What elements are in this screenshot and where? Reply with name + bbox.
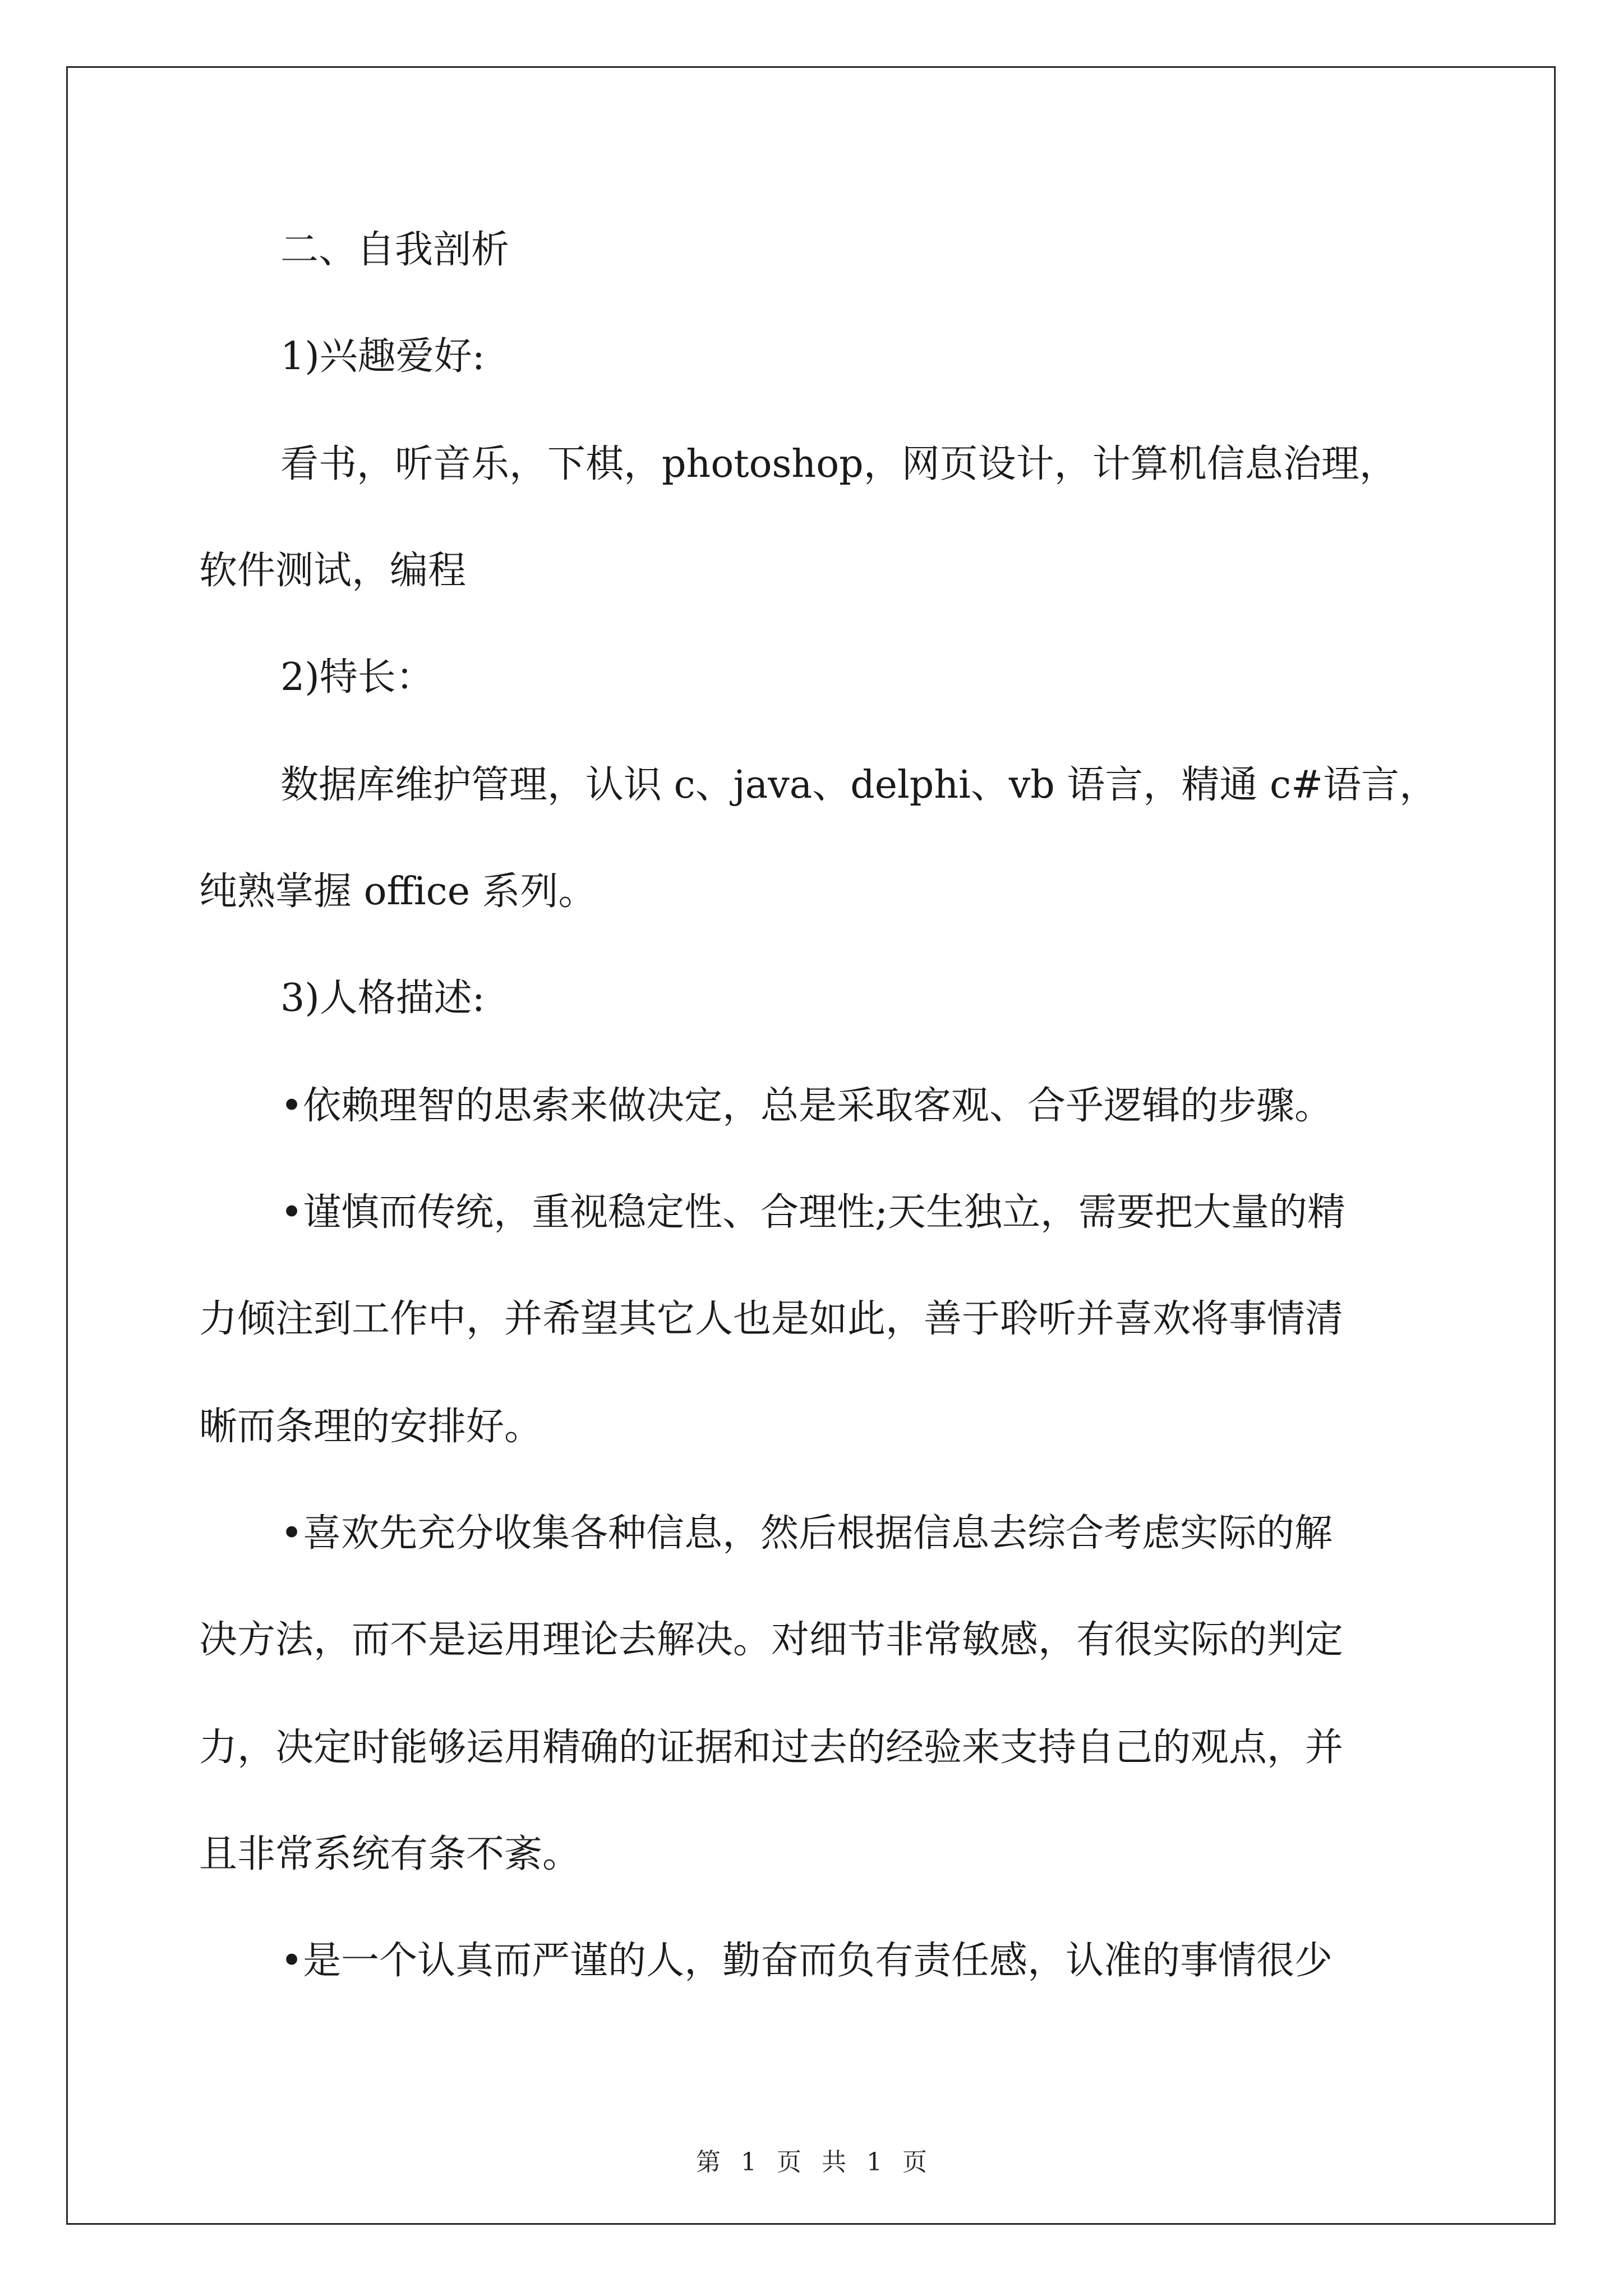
bullet-line: •是一个认真而严谨的人，勤奋而负有责任感，认准的事情很少 <box>280 1939 1333 1983</box>
section-heading: 二、自我剖析 <box>280 228 510 272</box>
bullet-line: •谨慎而传统，重视稳定性、合理性;天生独立，需要把大量的精 <box>280 1190 1346 1235</box>
bullet-line: •喜欢先充分收集各种信息，然后根据信息去综合考虑实际的解 <box>280 1511 1333 1556</box>
paragraph-line: 纯熟掌握 office 系列。 <box>199 869 597 914</box>
paragraph-line: 数据库维护管理，认识 c、java、delphi、vb 语言，精通 c#语言， <box>280 763 1438 807</box>
paragraph-line: 力，决定时能够运用精确的证据和过去的经验来支持自己的观点，并 <box>199 1726 1344 1770</box>
subheading-personality: 3)人格描述: <box>280 976 485 1020</box>
paragraph-line: 晰而条理的安排好。 <box>199 1405 543 1449</box>
page-border <box>66 66 1556 2225</box>
subheading-interests: 1)兴趣爱好: <box>280 334 485 379</box>
paragraph-line: 软件测试，编程 <box>199 549 467 593</box>
paragraph-line: 且非常系统有条不紊。 <box>199 1832 581 1876</box>
paragraph-line: 看书，听音乐，下棋，photoshop，网页设计，计算机信息治理， <box>280 442 1398 486</box>
page-number-footer: 第 1 页 共 1 页 <box>696 2148 927 2177</box>
subheading-strengths: 2)特长： <box>280 655 434 700</box>
bullet-line: •依赖理智的思索来做决定，总是采取客观、合乎逻辑的步骤。 <box>280 1084 1333 1128</box>
paragraph-line: 力倾注到工作中，并希望其它人也是如此，善于聆听并喜欢将事情清 <box>199 1297 1344 1341</box>
paragraph-line: 决方法，而不是运用理论去解决。对细节非常敏感，有很实际的判定 <box>199 1618 1344 1662</box>
